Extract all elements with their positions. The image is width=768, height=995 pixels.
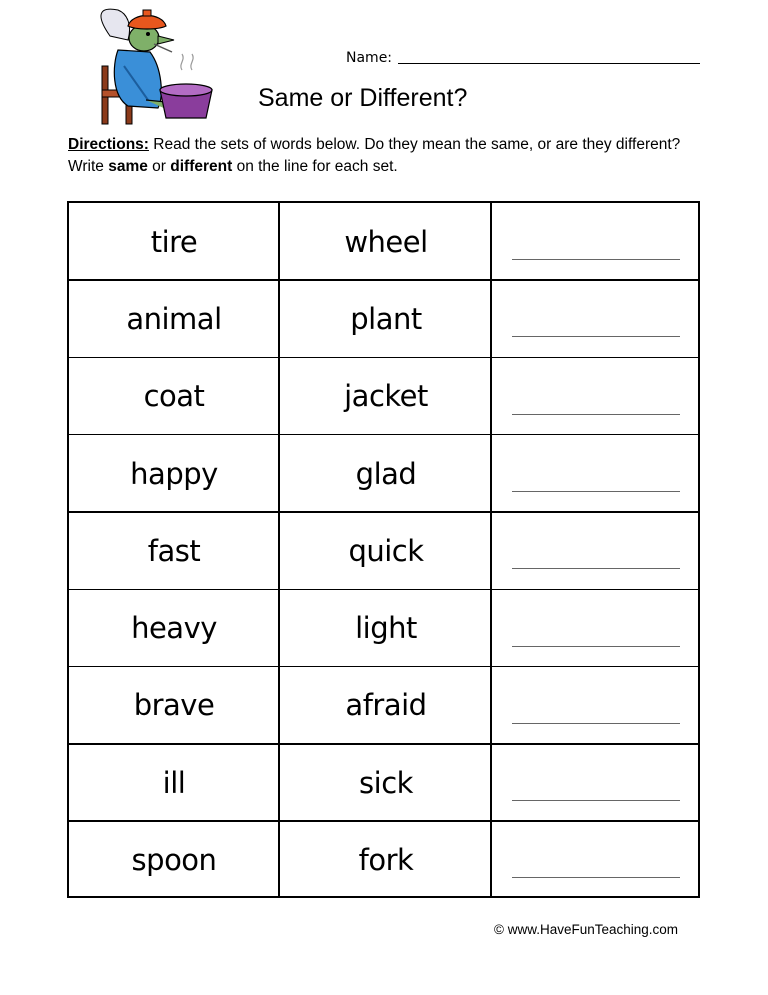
table-row	[69, 512, 698, 589]
second-word: quick	[348, 533, 424, 568]
second-word: plant	[350, 301, 422, 336]
copyright-footer: © www.HaveFunTeaching.com	[494, 922, 679, 937]
directions-label: Directions:	[68, 136, 149, 153]
table-row	[69, 435, 698, 512]
table-row	[69, 280, 698, 357]
first-word: coat	[143, 379, 205, 414]
name-field[interactable]	[346, 46, 700, 68]
first-word: spoon	[131, 843, 217, 878]
row-divider	[69, 666, 698, 668]
second-word: jacket	[344, 379, 428, 414]
first-word: ill	[162, 765, 186, 800]
second-word: glad	[355, 456, 417, 491]
answer-line[interactable]	[512, 568, 680, 569]
answer-line[interactable]	[512, 646, 680, 647]
answer-line[interactable]	[512, 336, 680, 337]
directions-text-3: on the line for each set.	[232, 158, 398, 175]
table-row	[69, 590, 698, 667]
answer-line[interactable]	[512, 723, 680, 724]
first-word: heavy	[131, 611, 217, 646]
word-pairs-table	[67, 201, 700, 898]
table-row	[69, 667, 698, 744]
second-word: wheel	[344, 224, 428, 259]
directions-text-2: or	[147, 158, 171, 175]
row-divider	[69, 589, 698, 591]
second-word: light	[355, 611, 417, 646]
answer-line[interactable]	[512, 877, 680, 878]
name-label: Name:	[346, 50, 393, 66]
row-divider	[69, 511, 698, 513]
second-word: sick	[359, 765, 413, 800]
directions-word-same: same	[108, 158, 148, 175]
answer-line[interactable]	[512, 491, 680, 492]
table-row	[69, 358, 698, 435]
first-word: tire	[150, 224, 198, 259]
row-divider	[69, 279, 698, 281]
row-divider	[69, 820, 698, 822]
row-divider	[69, 743, 698, 745]
first-word: fast	[147, 533, 201, 568]
directions-text-1: Read the sets of words below. Do they mean the same, or are they different? Write	[68, 136, 681, 175]
table-row	[69, 821, 698, 898]
row-divider	[69, 357, 698, 359]
answer-line[interactable]	[512, 259, 680, 260]
table-row	[69, 203, 698, 280]
first-word: animal	[126, 301, 222, 336]
directions-word-different: different	[170, 158, 233, 175]
answer-line[interactable]	[512, 414, 680, 415]
directions	[68, 134, 718, 178]
sick-character-foot-bath-icon	[88, 6, 218, 130]
answer-line[interactable]	[512, 800, 680, 801]
second-word: fork	[358, 843, 414, 878]
name-line[interactable]	[398, 62, 700, 64]
page-title: Same or Different?	[258, 84, 468, 112]
second-word: afraid	[345, 688, 427, 723]
first-word: brave	[133, 688, 215, 723]
row-divider	[69, 434, 698, 436]
table-row	[69, 744, 698, 821]
first-word: happy	[130, 456, 218, 491]
